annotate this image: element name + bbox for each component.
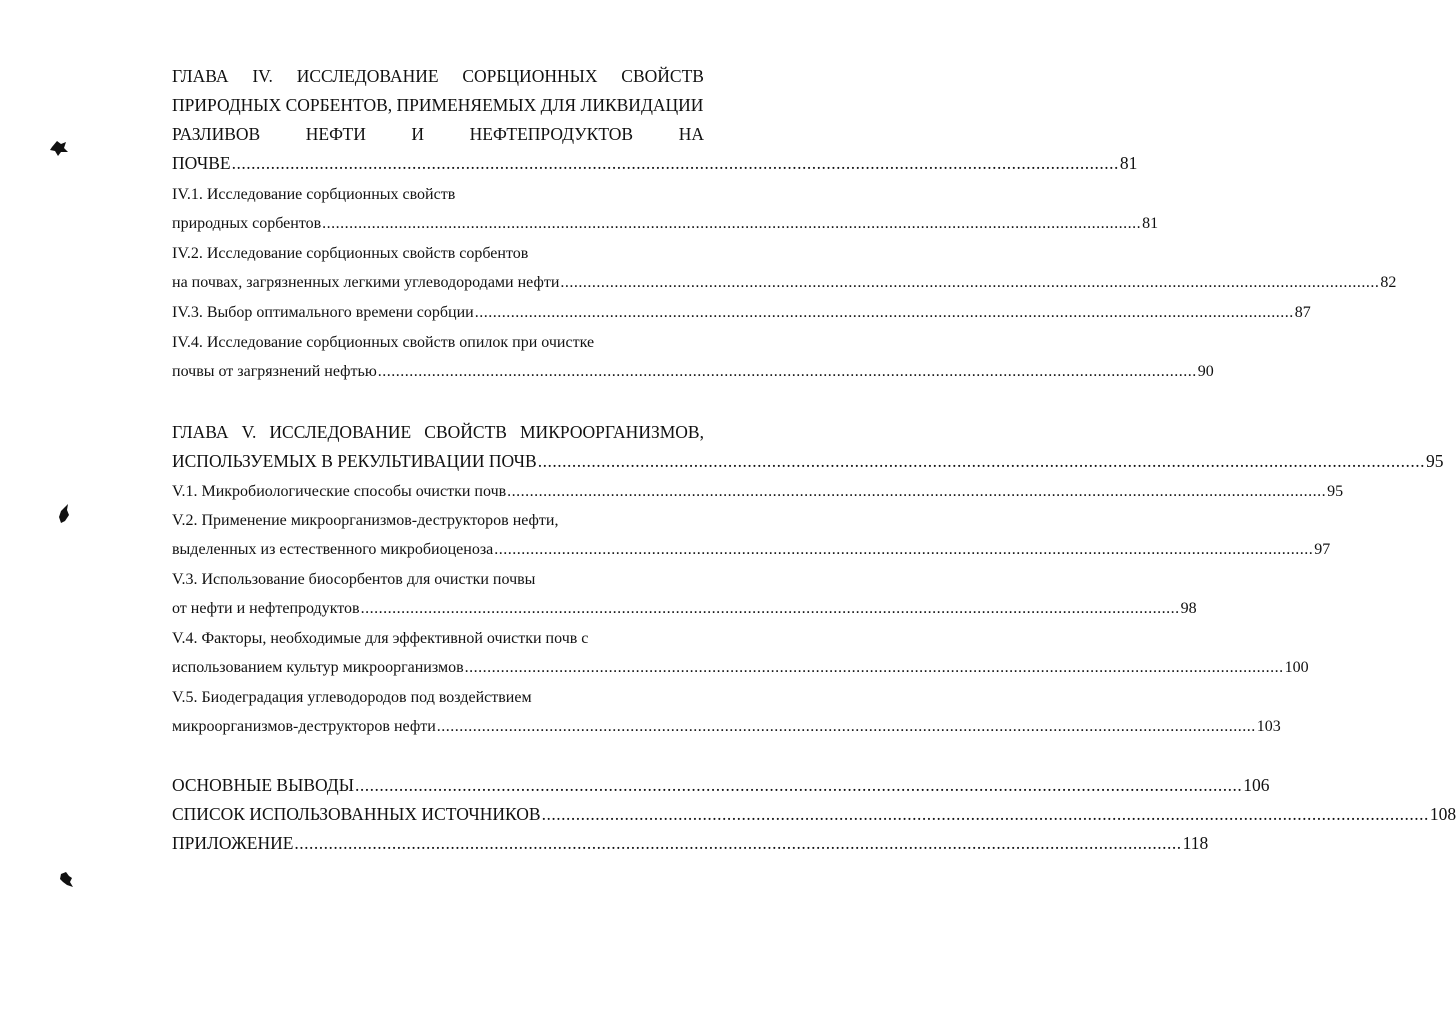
- chapter4-heading-line2: ПРИРОДНЫХ СОРБЕНТОВ, ПРИМЕНЯЕМЫХ ДЛЯ ЛИКВИДАЦИИ: [172, 95, 704, 115]
- section-V-2-title[interactable]: V.2. Применение микроорганизмов-деструкторов нефти,: [172, 512, 559, 529]
- heading-word: IV.: [252, 66, 273, 86]
- section-IV-2-entry[interactable]: [172, 274, 1397, 291]
- page-number: 98: [1180, 600, 1197, 617]
- page-number: 106: [1243, 775, 1270, 795]
- heading-word: МИКРООРГАНИЗМОВ,: [520, 422, 704, 442]
- ink-speck-icon: [48, 138, 70, 158]
- section-V-4-entry[interactable]: [172, 659, 1309, 676]
- heading-word: ИССЛЕДОВАНИЕ: [296, 66, 439, 86]
- section-IV-1-title[interactable]: IV.1. Исследование сорбционных свойств: [172, 186, 456, 203]
- chapter4-heading-line3: [172, 126, 704, 144]
- toc-label: ИСПОЛЬЗУЕМЫХ В РЕКУЛЬТИВАЦИИ ПОЧВ: [172, 451, 537, 471]
- page-number: 81: [1142, 215, 1159, 232]
- leader-dots: ......................................................................................................................................................................................: [464, 659, 1284, 676]
- page-number: 81: [1119, 153, 1138, 173]
- toc-label: почвы от загрязнений нефтью: [172, 363, 377, 380]
- chapter5-heading-line1: [172, 424, 704, 442]
- heading-word: ГЛАВА: [172, 422, 229, 442]
- section-IV-4-entry[interactable]: [172, 363, 1214, 380]
- toc-label: IV.3. Выбор оптимального времени сорбции: [172, 304, 474, 321]
- leader-dots: ......................................................................................................................................................................................: [355, 775, 1243, 795]
- heading-word: НЕФТИ: [305, 124, 366, 144]
- ink-speck-icon: [56, 503, 72, 525]
- section-IV-2-title[interactable]: IV.2. Исследование сорбционных свойств сорбентов: [172, 245, 529, 262]
- leader-dots: ......................................................................................................................................................................................: [231, 153, 1119, 173]
- leader-dots: ......................................................................................................................................................................................: [560, 274, 1380, 291]
- toc-label: V.1. Микробиологические способы очистки почв: [172, 483, 507, 500]
- page-number: 90: [1197, 363, 1214, 380]
- chapter4-heading-line1: [172, 68, 704, 86]
- section-IV-4-title[interactable]: IV.4. Исследование сорбционных свойств опилок при очистке: [172, 334, 595, 351]
- leader-dots: ......................................................................................................................................................................................: [294, 833, 1182, 853]
- page-number: 100: [1284, 659, 1309, 676]
- page-number: 87: [1294, 304, 1311, 321]
- toc-label: использованием культур микроорганизмов: [172, 659, 464, 676]
- heading-word: СОРБЦИОННЫХ: [462, 66, 598, 86]
- heading-word: НА: [678, 124, 704, 144]
- leader-dots: ......................................................................................................................................................................................: [494, 541, 1314, 558]
- appendix-entry[interactable]: [172, 833, 1209, 853]
- chapter4-heading-entry[interactable]: [172, 153, 1138, 173]
- toc-label: ПОЧВЕ: [172, 153, 231, 173]
- section-IV-1-entry[interactable]: [172, 215, 1159, 232]
- toc-label: на почвах, загрязненных легкими углеводородами нефти: [172, 274, 560, 291]
- page-number: 82: [1380, 274, 1397, 291]
- section-V-5-title[interactable]: V.5. Биодеградация углеводородов под воздействием: [172, 689, 532, 706]
- leader-dots: ......................................................................................................................................................................................: [474, 304, 1294, 321]
- leader-dots: ......................................................................................................................................................................................: [436, 718, 1256, 735]
- section-V-3-entry[interactable]: [172, 600, 1197, 617]
- toc-label: выделенных из естественного микробиоценоза: [172, 541, 494, 558]
- page-number: 95: [1425, 451, 1444, 471]
- leader-dots: ......................................................................................................................................................................................: [377, 363, 1197, 380]
- page-number: 108: [1429, 804, 1456, 824]
- leader-dots: ......................................................................................................................................................................................: [507, 483, 1327, 500]
- page-number: 95: [1327, 483, 1344, 500]
- page-number: 97: [1314, 541, 1331, 558]
- conclusions-entry[interactable]: [172, 775, 1270, 795]
- heading-word: РАЗЛИВОВ: [172, 124, 261, 144]
- references-entry[interactable]: [172, 804, 1456, 824]
- section-IV-3-entry[interactable]: [172, 304, 1311, 321]
- page-number: 103: [1256, 718, 1281, 735]
- heading-word: СВОЙСТВ: [621, 66, 704, 86]
- leader-dots: ......................................................................................................................................................................................: [537, 451, 1425, 471]
- heading-word: ГЛАВА: [172, 66, 229, 86]
- toc-label: от нефти и нефтепродуктов: [172, 600, 360, 617]
- toc-label: микроорганизмов-деструкторов нефти: [172, 718, 436, 735]
- section-V-2-entry[interactable]: [172, 541, 1331, 558]
- heading-word: ИССЛЕДОВАНИЕ: [269, 422, 412, 442]
- section-V-4-title[interactable]: V.4. Факторы, необходимые для эффективной очистки почв с: [172, 630, 589, 647]
- toc-label: ПРИЛОЖЕНИЕ: [172, 833, 294, 853]
- leader-dots: ......................................................................................................................................................................................: [322, 215, 1142, 232]
- leader-dots: ......................................................................................................................................................................................: [541, 804, 1429, 824]
- heading-word: СВОЙСТВ: [424, 422, 507, 442]
- leader-dots: ......................................................................................................................................................................................: [360, 600, 1180, 617]
- page-number: 118: [1182, 833, 1209, 853]
- toc-label: СПИСОК ИСПОЛЬЗОВАННЫХ ИСТОЧНИКОВ: [172, 804, 541, 824]
- heading-word: НЕФТЕПРОДУКТОВ: [469, 124, 634, 144]
- ink-speck-icon: [58, 870, 76, 890]
- toc-label: ОСНОВНЫЕ ВЫВОДЫ: [172, 775, 355, 795]
- section-V-5-entry[interactable]: [172, 718, 1281, 735]
- heading-word: V.: [241, 422, 257, 442]
- section-V-3-title[interactable]: V.3. Использование биосорбентов для очистки почвы: [172, 571, 536, 588]
- toc-label: природных сорбентов: [172, 215, 322, 232]
- chapter5-heading-entry[interactable]: [172, 451, 1444, 471]
- heading-word: И: [411, 124, 425, 144]
- section-V-1-entry[interactable]: [172, 483, 1344, 500]
